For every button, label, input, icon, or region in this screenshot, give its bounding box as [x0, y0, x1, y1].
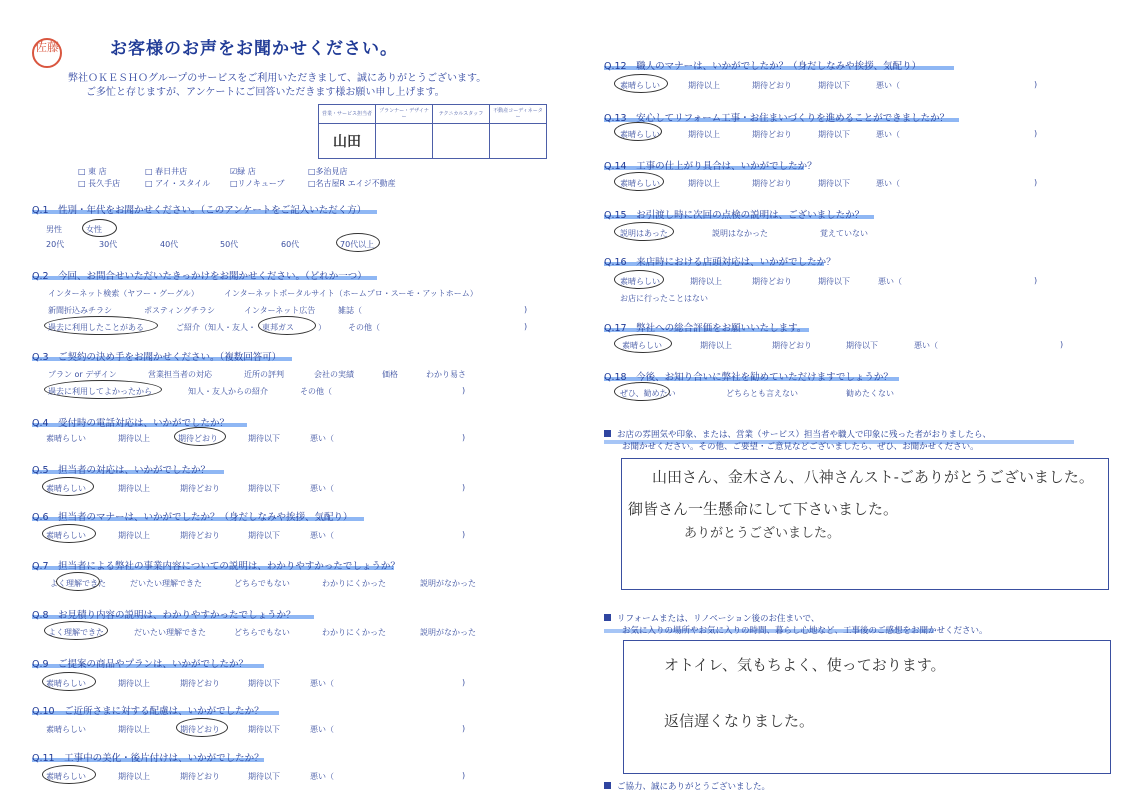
comment2-answer-line-2: 返信遅くなりました。: [664, 712, 815, 730]
question-q3: Q.3 ご契約の決め手をお聞かせください。（複数回答可）: [32, 352, 282, 363]
option[interactable]: 期待以下: [248, 772, 280, 781]
option[interactable]: 説明がなかった: [420, 579, 476, 588]
option[interactable]: プラン or デザイン: [48, 370, 117, 379]
option: ): [524, 305, 528, 314]
option[interactable]: 悪い（: [876, 81, 900, 90]
answer-circle: [258, 316, 316, 335]
option[interactable]: ポスティングチラシ: [144, 306, 216, 315]
option[interactable]: よく理解できた: [48, 628, 104, 637]
comment1-answer-line-3: ありがとうございました。: [684, 526, 841, 541]
answer-circle: [614, 334, 672, 353]
option[interactable]: 悪い（: [310, 434, 334, 443]
option[interactable]: 素晴らしい: [620, 130, 660, 139]
answer-circle: [44, 316, 158, 335]
option[interactable]: 期待以下: [818, 179, 850, 188]
option[interactable]: 悪い（: [310, 772, 334, 781]
option[interactable]: 悪い（: [876, 179, 900, 188]
option: ): [524, 322, 528, 331]
answer-circle: [42, 524, 96, 543]
option[interactable]: 期待以上: [690, 277, 722, 286]
option[interactable]: よく理解できた: [50, 579, 106, 588]
option[interactable]: 説明がなかった: [420, 628, 476, 637]
option[interactable]: 過去に利用してよかったから: [48, 387, 152, 396]
option[interactable]: 説明はあった: [620, 229, 668, 238]
answer-circle: [42, 765, 96, 784]
option[interactable]: 期待どおり: [180, 679, 220, 688]
option[interactable]: 期待以下: [248, 679, 280, 688]
question-q5: Q.5 担当者の対応は、いかがでしたか？: [32, 465, 211, 476]
option[interactable]: 期待以上: [688, 130, 720, 139]
option[interactable]: インターネット広告: [244, 306, 316, 315]
option[interactable]: 悪い（: [878, 277, 902, 286]
option[interactable]: 説明はなかった: [712, 229, 768, 238]
option[interactable]: 20代: [46, 240, 65, 249]
staff-header: 営業・サービス担当者: [319, 105, 376, 124]
question-q9: Q.9 ご提案の商品やプランは、いかがでしたか？: [32, 659, 249, 670]
option[interactable]: 期待以上: [118, 679, 150, 688]
option[interactable]: 期待どおり: [772, 341, 812, 350]
store-option[interactable]: □多治見店: [308, 167, 348, 176]
option: ): [462, 771, 466, 780]
option[interactable]: わかりにくかった: [322, 579, 386, 588]
option[interactable]: 期待どおり: [180, 484, 220, 493]
option[interactable]: 期待以下: [818, 81, 850, 90]
answer-circle: [44, 380, 162, 399]
option[interactable]: どちらとも言えない: [726, 389, 798, 398]
comment1-answer-line-1: 山田さん、金木さん、八神さんスト-ごありがとうございました。: [652, 468, 1094, 486]
comment1-prompt-line-1: お店の雰囲気や印象、または、営業（サービス）担当者や職人で印象に残った者がおりましたら、: [604, 428, 991, 440]
question-q17: Q.17 弊社への総合評価をお願いいたします。: [604, 323, 807, 334]
intro-line-1: 弊社ＯＫＥＳＨＯグループのサービスをご利用いただきまして、誠にありがとうございます。: [68, 73, 487, 84]
option[interactable]: 期待以上: [118, 725, 150, 734]
option: ）: [318, 323, 326, 332]
option[interactable]: 新聞折込みチラシ: [48, 306, 112, 315]
comment2-prompt-line-1: リフォームまたは、リノベーション後のお住まいで、: [604, 612, 819, 624]
option[interactable]: その他（: [300, 387, 332, 396]
option[interactable]: 期待以下: [818, 130, 850, 139]
answer-circle: [336, 233, 380, 252]
answer-circle: [44, 621, 108, 640]
option[interactable]: 期待以上: [688, 179, 720, 188]
option[interactable]: お店に行ったことはない: [620, 294, 708, 303]
option[interactable]: その他（: [348, 323, 380, 332]
option: ): [1034, 276, 1038, 285]
question-q8: Q.8 お見積り内容の説明は、わかりやすかったでしょうか？: [32, 610, 296, 621]
option[interactable]: 60代: [281, 240, 300, 249]
question-q12: Q.12 職人のマナーは、いかがでしたか？（身だしなみや挨拶、気配り）: [604, 61, 922, 72]
option[interactable]: 価格: [382, 370, 398, 379]
question-q15: Q.15 お引渡し時に次回の点検の説明は、ございましたか？: [604, 210, 865, 221]
option[interactable]: 悪い（: [876, 130, 900, 139]
option[interactable]: わかり易さ: [426, 370, 466, 379]
question-q13: Q.13 安心してリフォーム工事・お住まいづくりを進めることができましたか？: [604, 113, 950, 124]
option: ): [462, 483, 466, 492]
option: ): [1060, 340, 1064, 349]
option[interactable]: 会社の実績: [314, 370, 354, 379]
staff-table: [318, 104, 547, 159]
option[interactable]: 期待以下: [818, 277, 850, 286]
option: ): [1034, 178, 1038, 187]
staff-value-sales[interactable]: 山田: [319, 124, 376, 159]
staff-value-realestate[interactable]: [490, 124, 547, 159]
staff-value-planner[interactable]: [376, 124, 433, 159]
option[interactable]: 期待どおり: [180, 772, 220, 781]
footer-thanks: ご協力、誠にありがとうございました。: [604, 780, 770, 792]
option[interactable]: だいたい理解できた: [134, 628, 206, 637]
option[interactable]: 40代: [160, 240, 179, 249]
question-q4: Q.4 受付時の電話対応は、いかがでしたか？: [32, 418, 230, 429]
option[interactable]: 素晴らしい: [46, 772, 86, 781]
option[interactable]: 知人・友人からの紹介: [188, 387, 268, 396]
option[interactable]: 素晴らしい: [622, 341, 662, 350]
store-option[interactable]: □ 春日井店: [145, 167, 188, 176]
square-bullet-icon: [604, 430, 611, 437]
option[interactable]: 期待どおり: [752, 179, 792, 188]
option[interactable]: 期待以上: [118, 484, 150, 493]
option: ): [462, 386, 466, 395]
option: ): [462, 724, 466, 733]
answer-circle: [614, 74, 668, 93]
option[interactable]: だいたい理解できた: [130, 579, 202, 588]
question-q14: Q.14 工事の仕上がり具合は、いかがでしたか？: [604, 161, 817, 172]
comment2-answer-line-1: オトイレ、気もちよく、使っております。: [664, 656, 946, 674]
question-q1: Q.1 性別・年代をお聞かせください。（このアンケートをご記入いただく方）: [32, 205, 367, 216]
option[interactable]: ぜひ、勧めたい: [620, 389, 676, 398]
option[interactable]: 素晴らしい: [620, 179, 660, 188]
option[interactable]: 素晴らしい: [46, 725, 86, 734]
option[interactable]: 悪い（: [310, 484, 334, 493]
answer-circle: [614, 122, 662, 141]
intro-line-2: ご多忙と存じますが、アンケートにご回答いただきます様お願い申し上げます。: [86, 87, 445, 98]
store-option[interactable]: □リノキューブ: [230, 179, 285, 188]
answer-circle: [614, 270, 664, 289]
option[interactable]: 素晴らしい: [620, 81, 660, 90]
option[interactable]: 期待どおり: [752, 81, 792, 90]
answer-circle: [42, 477, 94, 496]
option[interactable]: 50代: [220, 240, 239, 249]
answer-circle: [614, 222, 674, 241]
square-bullet-icon: [604, 782, 611, 789]
option[interactable]: 期待以下: [846, 341, 878, 350]
question-q16: Q.16 来店時における店頭対応は、いかがでしたか？: [604, 257, 836, 268]
question-q6: Q.6 担当者のマナーは、いかがでしたか？（身だしなみや挨拶、気配り）: [32, 512, 353, 523]
answer-circle: [42, 672, 96, 691]
answer-circle: [176, 718, 228, 737]
store-option[interactable]: ☑緑 店: [230, 167, 256, 176]
option[interactable]: 近所の評判: [244, 370, 284, 379]
comment1-prompt-line-2: お聞かせください。その他、ご要望・ご意見などございましたら、ぜひ、お聞かせください。: [622, 442, 979, 452]
option: ): [1034, 80, 1038, 89]
option[interactable]: 悪い（: [310, 679, 334, 688]
option[interactable]: 期待以上: [118, 772, 150, 781]
option[interactable]: インターネットポータルサイト（ホームプロ・スーモ・アットホーム）: [224, 289, 478, 298]
option[interactable]: 勧めたくない: [846, 389, 894, 398]
name-seal: 佐藤: [32, 38, 62, 68]
option[interactable]: 素晴らしい: [46, 531, 86, 540]
staff-header: 不動産コーディネーター: [490, 105, 547, 124]
option[interactable]: 素晴らしい: [46, 484, 86, 493]
option[interactable]: 期待どおり: [752, 277, 792, 286]
answer-circle: [56, 572, 100, 591]
option[interactable]: どちらでもない: [234, 628, 290, 637]
option[interactable]: インターネット検索（ヤフー・グーグル）: [48, 289, 199, 298]
store-option[interactable]: □ アイ・スタイル: [145, 179, 211, 188]
option: ): [462, 678, 466, 687]
question-q2: Q.2 今回、お問合せいただいたきっかけをお聞かせください。（どれか一つ）: [32, 271, 367, 282]
option[interactable]: 期待以下: [248, 434, 280, 443]
option[interactable]: 期待どおり: [178, 434, 218, 443]
option[interactable]: 期待以下: [248, 484, 280, 493]
option[interactable]: 期待以下: [248, 531, 280, 540]
square-bullet-icon: [604, 614, 611, 621]
answer-circle: [614, 172, 664, 191]
staff-header: テクニカルスタッフ: [433, 105, 490, 124]
option[interactable]: 素晴らしい: [46, 679, 86, 688]
comment2-prompt-line-2: お気に入りの場所やお気に入りの時間、暮らし心地など、工事後のご感想をお聞かせください。: [622, 626, 988, 636]
option[interactable]: 期待以上: [688, 81, 720, 90]
option: ): [462, 433, 466, 442]
option[interactable]: 覚えていない: [820, 229, 868, 238]
option[interactable]: 東邦ガス: [262, 323, 294, 332]
staff-header: プランナー・デザイナー: [376, 105, 433, 124]
option[interactable]: 悪い（: [914, 341, 938, 350]
option[interactable]: ご紹介（知人・友人・: [176, 323, 256, 332]
store-option[interactable]: □ 長久手店: [78, 179, 121, 188]
comment1-answer-line-2: 御皆さん一生懸命にして下さいました。: [628, 500, 899, 518]
answer-circle: [174, 427, 226, 446]
store-option[interactable]: □名古屋R エイジ不動産: [308, 179, 396, 188]
option[interactable]: 30代: [99, 240, 118, 249]
answer-circle: [614, 382, 670, 401]
option[interactable]: 期待どおり: [752, 130, 792, 139]
option[interactable]: 期待以下: [248, 725, 280, 734]
option[interactable]: 女性: [86, 225, 102, 234]
option[interactable]: 期待どおり: [180, 725, 220, 734]
option[interactable]: 悪い（: [310, 725, 334, 734]
option[interactable]: 素晴らしい: [46, 434, 86, 443]
question-q10: Q.10 ご近所さまに対する配慮は、いかがでしたか？: [32, 706, 264, 717]
option[interactable]: 営業担当者の対応: [148, 370, 212, 379]
question-q18: Q.18 今後、お知り合いに弊社を勧めていただけますでしょうか？: [604, 372, 893, 383]
question-q7: Q.7 担当者による弊社の事業内容についての説明は、わかりやすかったでしょうか？: [32, 561, 400, 572]
option[interactable]: 過去に利用したことがある: [48, 323, 144, 332]
answer-circle: [82, 219, 117, 237]
option: ): [462, 530, 466, 539]
option[interactable]: 期待以上: [118, 434, 150, 443]
option[interactable]: わかりにくかった: [322, 628, 386, 637]
staff-value-technical[interactable]: [433, 124, 490, 159]
option[interactable]: 期待どおり: [180, 531, 220, 540]
option[interactable]: どちらでもない: [234, 579, 290, 588]
question-q11: Q.11 工事中の美化・後片付けは、いかがでしたか？: [32, 753, 264, 764]
option[interactable]: 期待以上: [118, 531, 150, 540]
store-option[interactable]: □ 東 店: [78, 167, 107, 176]
option[interactable]: 期待以上: [700, 341, 732, 350]
option: ): [1034, 129, 1038, 138]
option[interactable]: 悪い（: [310, 531, 334, 540]
option[interactable]: 男性: [46, 225, 62, 234]
page-title: お客様のお声をお聞かせください。: [110, 39, 398, 59]
option[interactable]: 70代以上: [340, 240, 375, 249]
option[interactable]: 素晴らしい: [620, 277, 660, 286]
option[interactable]: 雑誌（: [338, 306, 362, 315]
